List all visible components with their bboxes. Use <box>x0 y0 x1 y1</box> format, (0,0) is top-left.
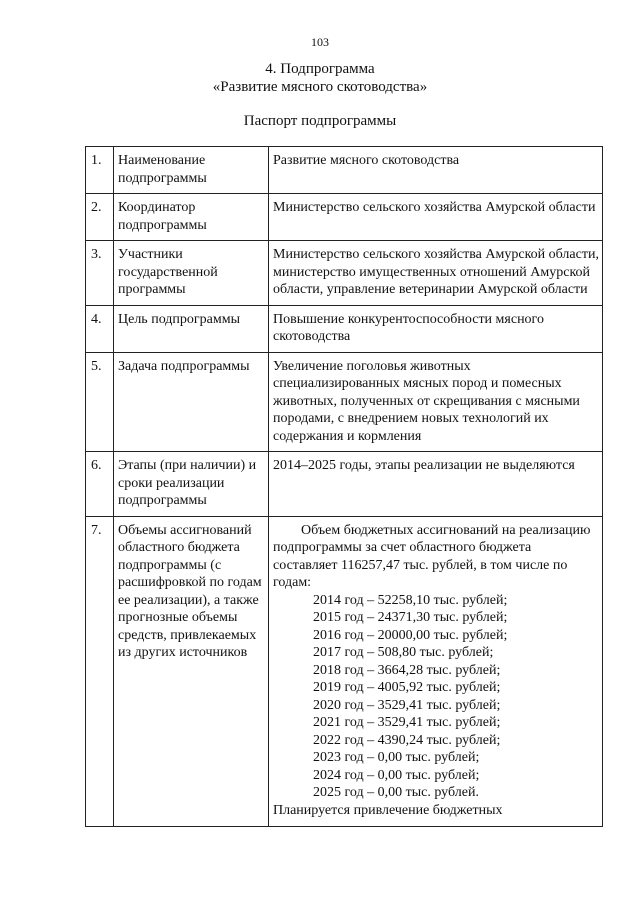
row-value: 2014–2025 годы, этапы реализации не выделяются <box>269 452 603 517</box>
row-number: 7. <box>86 516 114 826</box>
table-row <box>86 452 603 517</box>
row-label: Этапы (при наличии) и сроки реализации подпрограммы <box>114 452 269 517</box>
row-label: Задача подпрограммы <box>114 352 269 452</box>
row-value: Министерство сельского хозяйства Амурской области <box>269 194 603 241</box>
row-value: Повышение конкурентоспособности мясного скотоводства <box>269 305 603 352</box>
row-number: 5. <box>86 352 114 452</box>
list-item: 2022 год – 4390,24 тыс. рублей; <box>313 732 501 748</box>
row-label: Цель подпрограммы <box>114 305 269 352</box>
budget-outro: Планируется привлечение бюджетных <box>273 802 503 818</box>
list-item: 2018 год – 3664,28 тыс. рублей; <box>313 662 501 678</box>
row-number: 1. <box>86 147 114 194</box>
table-row <box>86 241 603 306</box>
row-value: Министерство сельского хозяйства Амурской области, министерство имущественных отношений Амурской области, управление ветеринарии Амурской области <box>269 241 603 306</box>
list-item: 2020 год – 3529,41 тыс. рублей; <box>313 697 501 713</box>
page-number: 103 <box>311 35 329 49</box>
list-item: 2025 год – 0,00 тыс. рублей. <box>313 785 479 800</box>
list-item: 2023 год – 0,00 тыс. рублей; <box>313 750 480 765</box>
subprogram-heading <box>0 60 640 96</box>
heading-line-2: «Развитие мясного скотоводства» <box>212 79 428 95</box>
row-label: Наименование подпрограммы <box>114 147 269 194</box>
table-row <box>86 147 603 194</box>
list-item: 2016 год – 20000,00 тыс. рублей; <box>313 627 508 643</box>
row-label: Координатор подпрограммы <box>114 194 269 241</box>
row-number: 2. <box>86 194 114 241</box>
row-label: Объемы ассигнований областного бюджета подпрограммы (с расшифровкой по годам ее реализации), а также прогнозные объемы средств, привлекаемых из других источников <box>114 516 269 826</box>
row-value: Развитие мясного скотоводства <box>269 147 603 194</box>
row-number: 3. <box>86 241 114 306</box>
budget-intro: Объем бюджетных ассигнований на реализацию подпрограммы за счет областного бюджета составляет 116257,47 тыс. рублей, в том числе по годам: <box>273 522 591 590</box>
row-number: 4. <box>86 305 114 352</box>
row-value <box>269 516 603 826</box>
table-row <box>86 194 603 241</box>
list-item: 2019 год – 4005,92 тыс. рублей; <box>313 680 501 695</box>
list-item: 2024 год – 0,00 тыс. рублей; <box>313 767 480 783</box>
passport-title: Паспорт подпрограммы <box>243 113 397 129</box>
row-value: Увеличение поголовья животных специализированных мясных пород и помесных животных, полученных от скрещивания с мясными породами, с внедрением новых технологий их содержания и кормления <box>269 352 603 452</box>
table-row <box>86 305 603 352</box>
list-item: 2014 год – 52258,10 тыс. рублей; <box>313 592 508 608</box>
budget-years-list <box>273 592 599 802</box>
row-label: Участники государственной программы <box>114 241 269 306</box>
list-item: 2021 год – 3529,41 тыс. рублей; <box>313 715 501 730</box>
row-number: 6. <box>86 452 114 517</box>
list-item: 2017 год – 508,80 тыс. рублей; <box>313 645 494 660</box>
table-row <box>86 516 603 826</box>
heading-line-1: 4. Подпрограмма <box>265 61 375 77</box>
list-item: 2015 год – 24371,30 тыс. рублей; <box>313 610 508 625</box>
passport-table <box>85 146 603 827</box>
table-row <box>86 352 603 452</box>
